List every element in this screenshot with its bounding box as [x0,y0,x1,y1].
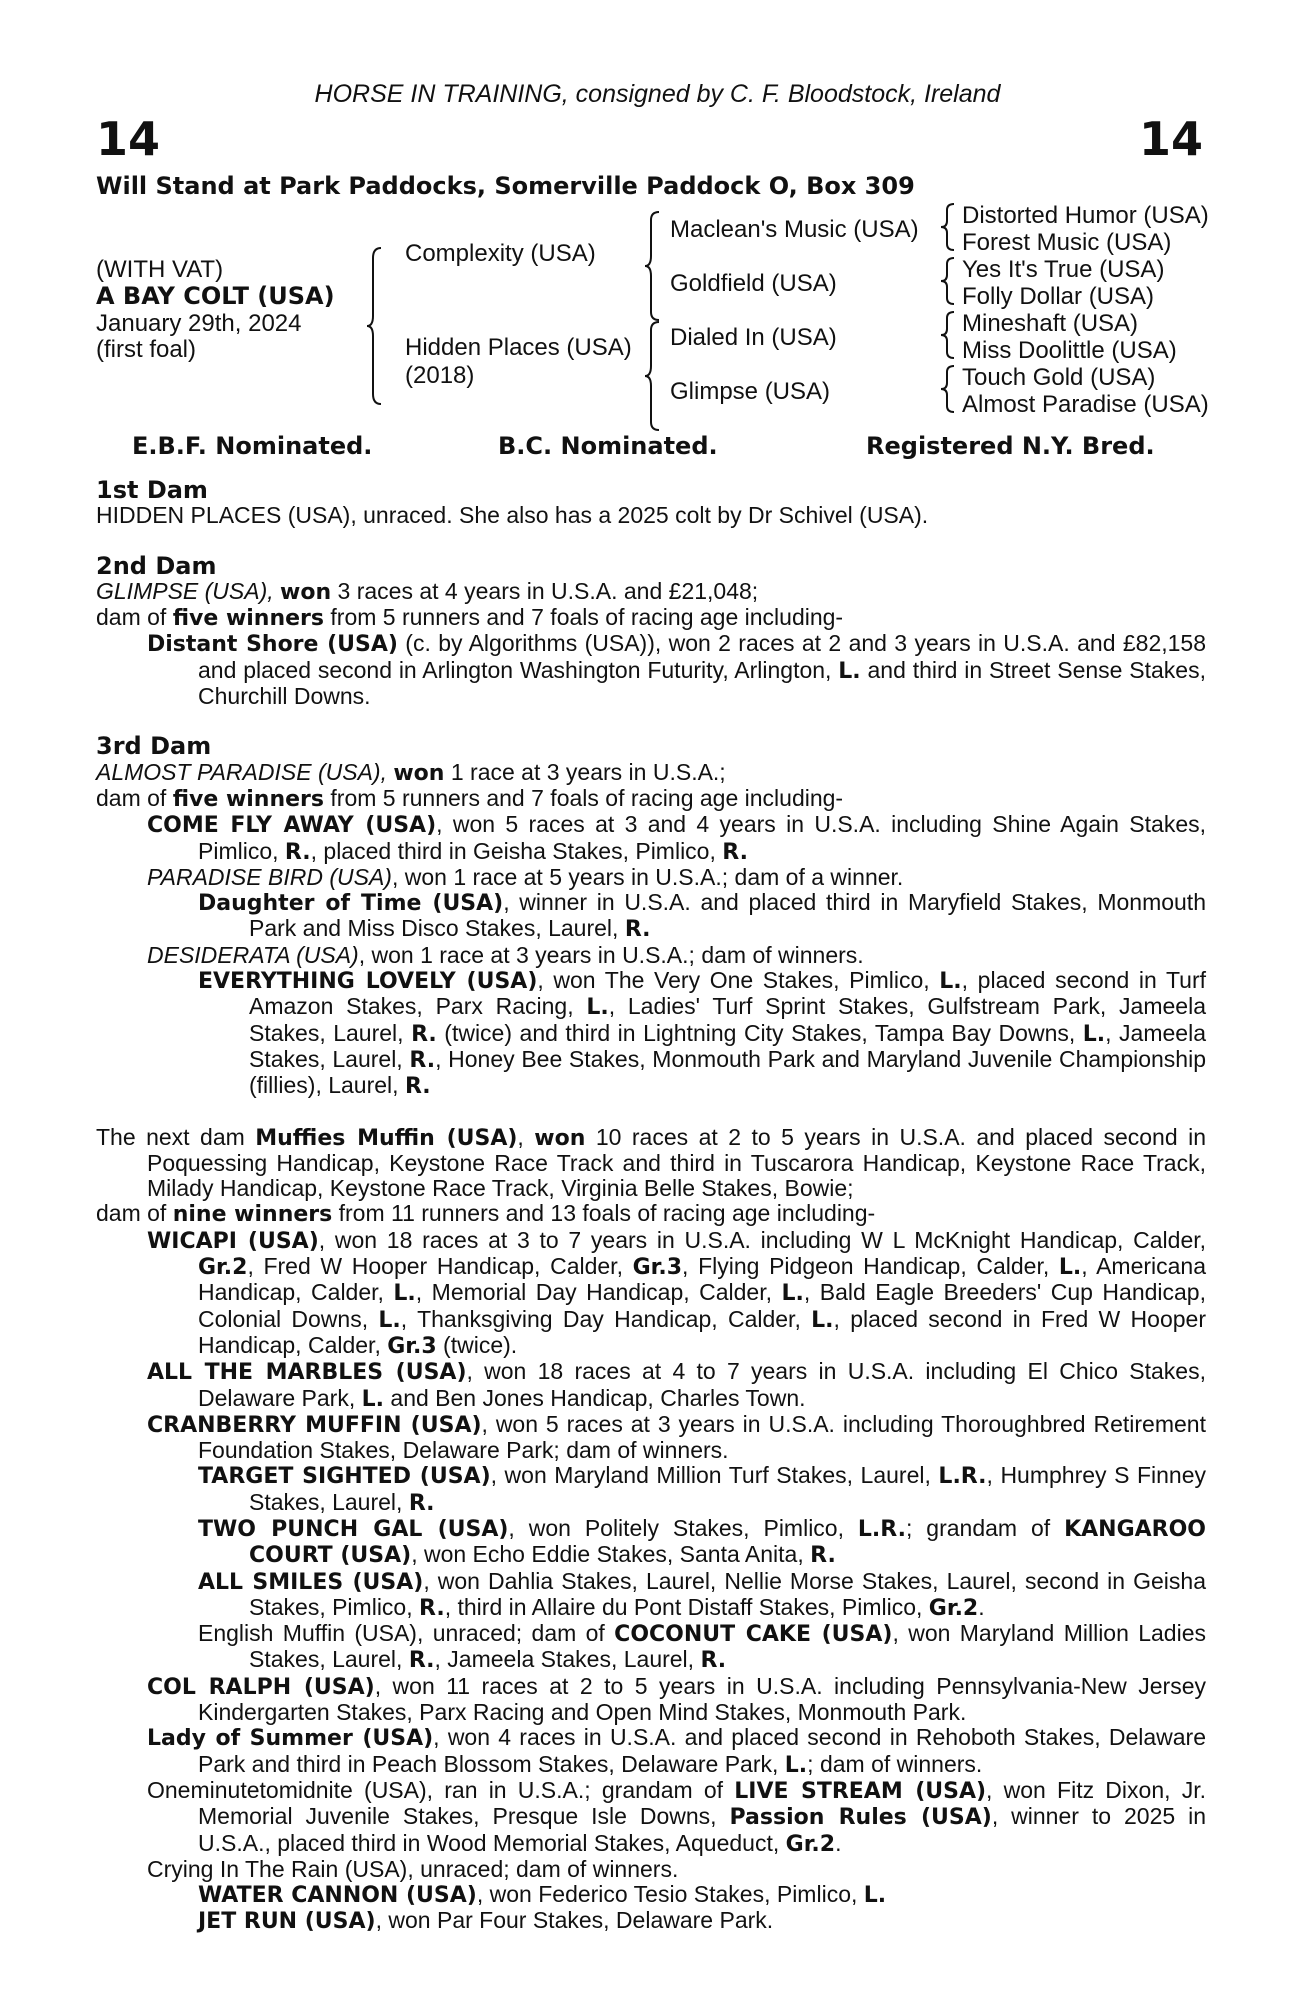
entry-text: , won Maryland Million Turf Stakes, Laurel, [490,1462,939,1489]
produce-entry [198,968,1206,1099]
produce-entry [198,1569,1206,1622]
produce-entry [198,1882,1206,1908]
ggd-4: Almost Paradise (USA) [962,391,1209,418]
pedigree-brace-dam [643,320,663,432]
won-label: won [280,579,332,605]
entry-text: , won Politely Stakes, Pimlico, [508,1514,858,1541]
second-dam-name: GLIMPSE (USA), [96,577,274,604]
produce-entry [147,1359,1206,1412]
listed-mark: L. [838,658,861,684]
winners-count: five winners [172,606,325,632]
listed-mark: L. [393,1281,416,1307]
entry-text: (twice). [436,1331,518,1358]
produce-entry [147,865,1206,890]
listed-mark: L. [586,995,609,1021]
entry-text: , won Maryland Million Ladies Stakes, Laurel, [249,1620,1207,1673]
produce-entry [147,631,1206,709]
entry-text: ; grandam of [906,1514,1065,1541]
horse-name: Passion Rules (USA) [729,1805,992,1831]
dam-of: dam of [96,604,173,631]
won-label: won [393,760,445,786]
dam-of: dam of [96,1200,173,1227]
entry-text: and Ben Jones Handicap, Charles Town. [384,1384,806,1411]
listed-mark: L. [811,1307,834,1333]
entry-text: (c. by Algorithms (USA)), won 2 races at 2 and 3 years in U.S.A. and £82,158 and placed second in Arlington Washington Futurity, Arlington, [198,630,1206,683]
entry-text: , Humphrey S Finney Stakes, Laurel, [249,1462,1206,1515]
horse-name: PARADISE BIRD (USA) [147,863,392,890]
third-dam-produce [96,786,1206,812]
ggs-2: Yes It's True (USA) [962,256,1165,283]
entry-text: , placed third in Geisha Stakes, Pimlico, [310,837,723,864]
entry-text: , Fred W Hooper Handicap, Calder, [247,1253,633,1280]
listed-mark: L. [781,1281,804,1307]
restricted-mark: R. [409,1047,436,1073]
ggd-2: Folly Dollar (USA) [962,283,1155,310]
restricted-mark: R. [624,917,651,943]
horse-name: Distant Shore (USA) [147,632,398,658]
restricted-mark: R. [700,1648,727,1674]
ggs-1: Distorted Humor (USA) [962,202,1209,229]
pedigree-brace-1 [365,246,385,406]
runners-text: from 11 runners and 13 foals of racing age including- [332,1200,876,1227]
entry-text: , won 1 race at 3 years in U.S.A.; dam of winners. [358,941,864,968]
listed-restricted-mark: L.R. [938,1464,987,1490]
lot-number-right: 14 [1138,112,1203,166]
restricted-mark: R. [408,1490,435,1516]
listed-mark: L. [939,969,962,995]
entry-text: , won 18 races at 4 to 7 years in U.S.A. including El Chico Stakes, Delaware Park, [198,1358,1206,1411]
ggd-1: Forest Music (USA) [962,229,1172,256]
ny-bred: Registered N.Y. Bred. [866,432,1155,460]
lot-title: A BAY COLT (USA) [96,282,335,310]
grade-mark: Gr.3 [387,1333,437,1359]
listed-mark: L. [361,1386,385,1412]
produce-entry [147,1228,1206,1359]
entry-text: , won 1 race at 5 years in U.S.A.; dam of a winner. [391,863,904,890]
foaling-date: January 29th, 2024 [96,310,302,337]
record-text: 10 races at 2 to 5 years in U.S.A. and placed second in Poquessing Handicap, Keystone Race Track and third in Tuscarora Handicap, Keystone Race Track, Milady Handicap, Keystone Race Track, Virginia Belle Stakes, Bowie; [147,1123,1206,1202]
won-label: won [534,1125,586,1151]
next-dam-name: Muffies Muffin (USA) [255,1125,518,1151]
winners-count: five winners [172,786,325,812]
restricted-mark: R. [722,839,748,865]
dam-dam: Glimpse (USA) [670,378,831,405]
first-dam-heading: 1st Dam [96,476,208,504]
horse-name: EVERYTHING LOVELY (USA) [198,969,538,995]
second-dam-record [96,579,1206,605]
lot-number-left: 14 [96,112,161,166]
entry-text: and third in Street Sense Stakes, Churchill Downs. [198,656,1206,710]
produce-entry [198,1908,1206,1934]
listed-mark: L. [1058,1255,1082,1281]
next-dam-produce [96,1201,1206,1227]
horse-name: LIVE STREAM (USA) [734,1778,987,1804]
ggs-4: Touch Gold (USA) [962,364,1156,391]
winners-count: nine winners [172,1202,333,1228]
restricted-mark: R. [810,1543,836,1569]
entry-text: , Honey Bee Stakes, Monmouth Park and Maryland Juvenile Championship (fillies), Laurel, [249,1045,1206,1099]
produce-entry [147,1412,1206,1464]
horse-name: Lady of Summer (USA) [147,1726,434,1752]
entry-text: ; dam of winners. [807,1750,983,1777]
produce-entry [147,1725,1206,1778]
vat-note: (WITH VAT) [96,256,224,283]
entry-text: , won 18 races at 3 to 7 years in U.S.A. including W L McKnight Handicap, Calder, [318,1226,1207,1253]
restricted-mark: R. [411,1021,437,1047]
restricted-mark: R. [408,1648,435,1674]
entry-text: , won 4 races in U.S.A. and placed second in Rehoboth Stakes, Delaware Park and third in Peach Blossom Stakes, Delaware Park, [198,1724,1206,1777]
horse-name: COME FLY AWAY (USA) [147,813,437,839]
separator: , [517,1123,535,1150]
entry-text: , placed second in Turf Amazon Stakes, Parx Racing, [249,967,1206,1020]
consignment-header: HORSE IN TRAINING, consigned by C. F. Bloodstock, Ireland [314,80,1001,108]
third-dam-record [96,760,1206,786]
listed-restricted-mark: L.R. [857,1516,906,1542]
ggd-3: Miss Doolittle (USA) [962,337,1177,364]
entry-text: , Americana Handicap, Calder, [198,1253,1207,1306]
horse-name: WATER CANNON (USA) [198,1883,477,1909]
entry-text: , winner to 2025 in U.S.A., placed third in Wood Memorial Stakes, Aqueduct, [198,1803,1207,1856]
entry-text: , won Dahlia Stakes, Laurel, Nellie Morse Stakes, Laurel, second in Geisha Stakes, Pimlico, [249,1567,1206,1620]
entry-text: Oneminutetomidnite (USA), ran in U.S.A.; grandam of [147,1776,735,1803]
produce-entry [198,1516,1206,1569]
horse-name: COCONUT CAKE (USA) [614,1622,893,1648]
produce-entry [198,890,1206,943]
entry-text: , Jameela Stakes, Laurel, [434,1646,701,1673]
horse-name: TWO PUNCH GAL (USA) [198,1516,509,1542]
produce-entry [198,1463,1206,1516]
grade-mark: Gr.2 [785,1831,836,1857]
pedigree-brace-g4 [938,364,958,414]
horse-name: KANGAROO COURT (USA) [249,1516,1206,1569]
grade-mark: Gr.2 [198,1255,248,1281]
entry-text: Crying In The Rain (USA), unraced; dam of winners. [147,1855,679,1882]
listed-mark: L. [1082,1021,1106,1047]
entry-text: , won 5 races at 3 years in U.S.A. including Thoroughbred Retirement Foundation Stakes, Delaware Park; dam of winners. [198,1410,1206,1464]
entry-text: , won Par Four Stakes, Delaware Park. [375,1907,774,1934]
foal-note: (first foal) [96,336,197,363]
second-dam-produce [96,605,1206,631]
entry-text: , Jameela Stakes, Laurel, [249,1019,1206,1072]
catalogue-body [96,478,1206,1935]
produce-entry [147,943,1206,968]
entry-text: , third in Allaire du Pont Distaff Stakes, Pimlico, [444,1593,929,1620]
produce-entry [147,1778,1206,1857]
dam: Hidden Places (USA) [405,334,632,361]
restricted-mark: R. [404,1074,431,1100]
horse-name: ALL THE MARBLES (USA) [147,1360,467,1386]
entry-text: , won 5 races at 3 and 4 years in U.S.A. including Shine Again Stakes, Pimlico, [198,811,1207,864]
second-dam-heading: 2nd Dam [96,551,217,580]
runners-text: from 5 runners and 7 foals of racing age including- [324,604,844,631]
entry-text: , Flying Pidgeon Handicap, Calder, [682,1253,1059,1280]
entry-text: , won Echo Eddie Stakes, Santa Anita, [411,1541,811,1568]
entry-text: , winner in U.S.A. and placed third in Maryfield Stakes, Monmouth Park and Miss Disco Stakes, Laurel, [249,889,1206,942]
entry-text: , won The Very One Stakes, Pimlico, [537,967,940,994]
pedigree-brace-g1 [938,202,958,252]
sire-sire: Maclean's Music (USA) [670,216,919,243]
entry-text: (twice) and third in Lightning City Stakes, Tampa Bay Downs, [436,1019,1083,1046]
ebf-nominated: E.B.F. Nominated. [132,432,373,460]
entry-text: . [978,1593,985,1620]
horse-name: COL RALPH (USA) [147,1674,375,1700]
produce-entry [147,1857,1206,1882]
entry-text: , Memorial Day Handicap, Calder, [415,1279,782,1306]
pedigree-brace-g2 [938,256,958,306]
entry-text: , Bald Eagle Breeders' Cup Handicap, Colonial Downs, [198,1279,1206,1332]
entry-text: , Ladies' Turf Sprint Stakes, Gulfstream Park, Jameela Stakes, Laurel, [249,993,1206,1046]
horse-name: CRANBERRY MUFFIN (USA) [147,1412,482,1438]
produce-entry [147,1674,1206,1726]
stand-location: Will Stand at Park Paddocks, Somerville Paddock O, Box 309 [96,172,915,200]
restricted-mark: R. [419,1595,445,1621]
pedigree-brace-g3 [938,310,958,360]
entry-text: , won Fitz Dixon, Jr. Memorial Juvenile Stakes, Presque Isle Downs, [198,1776,1206,1830]
entry-text: , won 11 races at 2 to 5 years in U.S.A. including Pennsylvania-New Jersey Kindergarten Stakes, Parx Racing and Open Mind Stakes, Monmouth Park. [198,1672,1206,1726]
entry-text: , placed second in Fred W Hooper Handicap, Calder, [198,1305,1206,1358]
grade-mark: Gr.2 [928,1595,979,1621]
first-dam-text: HIDDEN PLACES (USA), unraced. She also has a 2025 colt by Dr Schivel (USA). [96,502,929,529]
listed-mark: L. [378,1307,401,1333]
horse-name: ALL SMILES (USA) [198,1569,424,1595]
third-dam-name: ALMOST PARADISE (USA), [96,758,387,785]
record-text: 3 races at 4 years in U.S.A. and £21,048; [331,577,759,604]
horse-name: WICAPI (USA) [147,1228,319,1254]
entry-text: English Muffin (USA), unraced; dam of [198,1620,615,1647]
horse-name: Daughter of Time (USA) [198,891,504,917]
ggs-3: Mineshaft (USA) [962,310,1139,337]
sire: Complexity (USA) [405,240,596,267]
horse-name: JET RUN (USA) [198,1909,376,1935]
dam-year: (2018) [405,362,475,389]
produce-entry [198,1621,1206,1674]
entry-text: , won Federico Tesio Stakes, Pimlico, [476,1881,864,1908]
listed-mark: L. [784,1752,808,1778]
dam-of: dam of [96,784,173,811]
bc-nominated: B.C. Nominated. [498,432,718,460]
restricted-mark: R. [284,839,311,865]
record-text: 1 race at 3 years in U.S.A.; [444,758,726,785]
listed-mark: L. [863,1883,887,1909]
entry-text: , Thanksgiving Day Handicap, Calder, [400,1305,812,1332]
produce-entry [147,812,1206,865]
next-dam-record [96,1125,1206,1202]
runners-text: from 5 runners and 7 foals of racing age including- [324,784,844,811]
dam-sire: Dialed In (USA) [670,324,837,351]
horse-name: DESIDERATA (USA) [147,941,359,968]
horse-name: TARGET SIGHTED (USA) [198,1464,491,1490]
pedigree-brace-sire [643,210,663,322]
grade-mark: Gr.3 [632,1255,683,1281]
sire-dam: Goldfield (USA) [670,270,837,297]
third-dam-heading: 3rd Dam [96,732,212,761]
next-dam-intro: The next dam [96,1123,256,1150]
entry-text: . [835,1829,842,1856]
